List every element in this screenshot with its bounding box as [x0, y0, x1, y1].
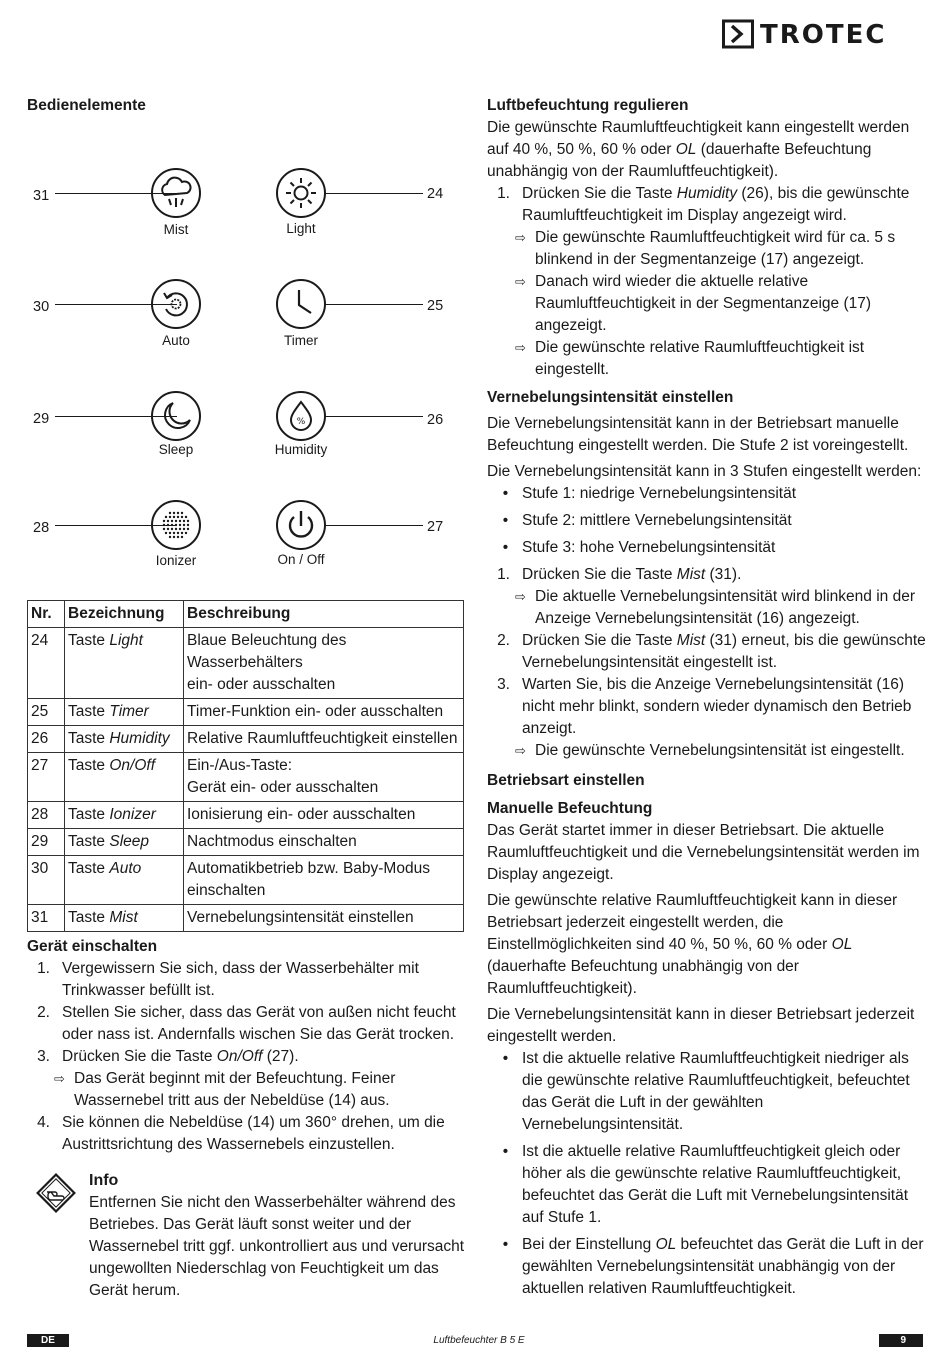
right-column: [487, 95, 927, 1305]
controls-heading: Bedienelemente: [27, 97, 146, 114]
text-part: Die gewünschte relative Raumluftfeuchtigkeit kann in dieser Betriebsart jederzeit eingestellt werden, die Einstellmöglichkeiten sind 40 %, 50 %, 60 % oder: [487, 892, 898, 953]
controls-table: [27, 600, 464, 932]
bullet-item: [487, 483, 927, 505]
table-cell-name: [65, 905, 184, 932]
table-cell-desc: Nachtmodus einschalten: [184, 829, 464, 856]
text-part: Bei der Einstellung: [522, 1236, 656, 1253]
table-cell-nr: 25: [28, 699, 65, 726]
bullet-item: [487, 537, 927, 559]
control-panel-diagram: [27, 135, 465, 575]
sleep-button[interactable]: [151, 391, 201, 441]
info-title: Info: [89, 1172, 119, 1189]
step-number: 1.: [497, 566, 510, 583]
arrow-right-icon: ⇨: [515, 230, 526, 245]
result-item: [487, 271, 927, 337]
table-cell-name: [65, 829, 184, 856]
on-off-label: On / Off: [277, 552, 325, 567]
name-prefix: Taste: [68, 757, 110, 774]
mode-subheading: Manuelle Befeuchtung: [487, 800, 653, 817]
table-cell-name: [65, 802, 184, 829]
result-item: [487, 586, 927, 630]
key-name: Mist: [109, 909, 138, 926]
name-prefix: Taste: [68, 730, 110, 747]
setting-ol: OL: [655, 1236, 677, 1253]
key-name: Mist: [676, 632, 706, 649]
timer-label: Timer: [284, 333, 318, 348]
step-number: 4.: [37, 1114, 50, 1131]
humidity-label: Humidity: [274, 442, 328, 457]
desc-line: ein- oder ausschalten: [187, 676, 336, 693]
key-name: On/Off: [109, 757, 156, 774]
table-cell-nr: 26: [28, 726, 65, 753]
bullet-icon: •: [502, 1143, 509, 1160]
mist-heading: Vernebelungsintensität einstellen: [487, 389, 734, 406]
table-cell-nr: 30: [28, 856, 65, 905]
humidity-button[interactable]: [276, 391, 326, 441]
light-label: Light: [286, 221, 316, 236]
result-text: Das Gerät beginnt mit der Befeuchtung. Feiner Wassernebel tritt aus der Nebeldüse (14) aus.: [74, 1070, 396, 1109]
step-text: Vergewissern Sie sich, dass der Wasserbehälter mit Trinkwasser befüllt ist.: [62, 960, 419, 999]
list-item: [487, 183, 927, 227]
mist-paragraph: Die Vernebelungsintensität kann in 3 Stufen eingestellt werden:: [487, 463, 922, 480]
table-cell-desc: [184, 753, 464, 802]
table-cell-name: [65, 856, 184, 905]
list-item: [487, 674, 927, 740]
setting-ol: OL: [675, 141, 697, 158]
name-prefix: Taste: [68, 806, 110, 823]
step-text: [522, 183, 927, 227]
light-button[interactable]: [276, 168, 326, 218]
arrow-right-icon: ⇨: [515, 743, 526, 758]
key-name: Humidity: [676, 185, 738, 202]
info-box: [27, 1170, 465, 1302]
light-icon: [278, 170, 324, 216]
step-text: Sie können die Nebeldüse (14) um 360° drehen, um die Austrittsrichtung des Wassernebels einzustellen.: [62, 1114, 445, 1153]
step-text-part: (27).: [262, 1048, 299, 1065]
result-item: [27, 1068, 465, 1112]
table-cell-name: [65, 699, 184, 726]
info-text: Entfernen Sie nicht den Wasserbehälter während des Betriebes. Das Gerät läuft sonst weiter und der Wassernebel tritt ggf. unkontrolliert aus und verursacht ungewollten Niederschlag von Feuchtigkeit um das Gerät herum.: [89, 1194, 465, 1299]
power-icon: [278, 502, 324, 548]
mode-paragraph: [487, 890, 927, 1000]
table-row: [28, 802, 464, 829]
text-part: Die gewünschte Raumluftfeuchtigkeit kann eingestellt werden auf 40 %, 50 %, 60 % oder: [487, 119, 910, 158]
desc-line: Gerät ein- oder ausschalten: [187, 779, 379, 796]
sleep-label: Sleep: [158, 442, 194, 457]
callout-number: 25: [427, 298, 444, 314]
table-header-row: [28, 601, 464, 628]
switch-on-steps: [27, 958, 465, 1156]
setting-ol: OL: [831, 936, 853, 953]
lead-line: [325, 193, 423, 194]
callout-number: 27: [427, 519, 444, 535]
bullet-icon: •: [502, 1236, 509, 1253]
result-item: [487, 740, 927, 762]
step-text-part: (31).: [705, 566, 742, 583]
step-text: Stellen Sie sicher, dass das Gerät von außen nicht feucht oder nass ist. Andernfalls wischen Sie das Gerät trocken.: [62, 1004, 456, 1043]
result-item: [487, 227, 927, 271]
clock-icon: [278, 281, 324, 327]
table-header: Nr.: [28, 601, 65, 628]
brand-name: TROTEC: [760, 20, 887, 50]
step-text-part: Drücken Sie die Taste: [522, 632, 677, 649]
arrow-right-icon: ⇨: [515, 274, 526, 289]
switch-on-heading: Gerät einschalten: [27, 938, 158, 955]
bullet-item: [487, 510, 927, 532]
desc-line: Automatikbetrieb bzw. Baby-Modus: [187, 860, 430, 877]
mode-heading: Betriebsart einstellen: [487, 772, 645, 789]
table-row: [28, 753, 464, 802]
table-cell-desc: Vernebelungsintensität einstellen: [184, 905, 464, 932]
lead-line: [325, 416, 423, 417]
name-prefix: Taste: [68, 860, 110, 877]
table-cell-name: [65, 628, 184, 699]
list-item: [487, 564, 927, 586]
bullet-text: Stufe 3: hohe Vernebelungsintensität: [522, 539, 776, 556]
moon-icon: [153, 393, 199, 439]
ionizer-button[interactable]: [151, 500, 201, 550]
table-cell-desc: Ionisierung ein- oder ausschalten: [184, 802, 464, 829]
table-cell-desc: [184, 856, 464, 905]
desc-line: Blaue Beleuchtung des Wasserbehälters: [187, 632, 347, 671]
arrow-right-icon: ⇨: [515, 340, 526, 355]
name-prefix: Taste: [68, 632, 110, 649]
table-row: [28, 628, 464, 699]
step-number: 1.: [37, 960, 50, 977]
result-text: Die gewünschte Vernebelungsintensität ist eingestellt.: [535, 742, 905, 759]
power-button[interactable]: [276, 500, 326, 550]
step-text-part: (26), bis die gewünschte Raumluftfeuchtigkeit im Display angezeigt wird.: [522, 185, 910, 224]
lead-line: [325, 304, 423, 305]
result-text: Die gewünschte relative Raumluftfeuchtigkeit ist eingestellt.: [535, 339, 865, 378]
page-footer: [27, 1334, 923, 1347]
step-text-part: Drücken Sie die Taste: [522, 566, 677, 583]
auto-label: Auto: [162, 333, 190, 348]
table-cell-desc: [184, 628, 464, 699]
result-text: Danach wird wieder die aktuelle relative Raumluftfeuchtigkeit in der Segmentanzeige (17) angezeigt.: [535, 273, 872, 334]
callout-number: 28: [33, 520, 50, 536]
mode-paragraph: Die Vernebelungsintensität kann in dieser Betriebsart jederzeit eingestellt werden.: [487, 1006, 915, 1045]
list-item: [27, 1002, 465, 1046]
step-text-part: Drücken Sie die Taste: [522, 185, 677, 202]
humidity-steps: [487, 183, 927, 381]
step-text: [522, 564, 927, 586]
water-drop-icon: [278, 393, 324, 439]
table-cell-nr: 27: [28, 753, 65, 802]
table-header: Bezeichnung: [65, 601, 184, 628]
mist-icon: [153, 170, 199, 216]
text-part: (dauerhafte Befeuchtung unabhängig von der Raumluftfeuchtigkeit).: [487, 958, 799, 997]
key-name: Ionizer: [109, 806, 156, 823]
step-text: [522, 630, 927, 674]
bullet-text: Ist die aktuelle relative Raumluftfeuchtigkeit gleich oder höher als die gewünschte relative Raumluftfeuchtigkeit, befeuchtet das Gerät die Luft mit Vernebelungsintensität auf Stufe 1.: [522, 1143, 909, 1226]
left-column: [27, 95, 465, 1302]
step-text-part: Drücken Sie die Taste: [62, 1048, 217, 1065]
bullet-text: Stufe 1: niedrige Vernebelungsintensität: [522, 485, 797, 502]
bullet-text: Ist die aktuelle relative Raumluftfeuchtigkeit niedriger als die gewünschte relative Raumluftfeuchtigkeit, befeuchtet das Gerät die Luft in der gewählten Vernebelungsintensität.: [522, 1050, 910, 1133]
bullet-icon: •: [502, 485, 509, 502]
table-cell-nr: 24: [28, 628, 65, 699]
table-cell-nr: 28: [28, 802, 65, 829]
step-text: [62, 1046, 465, 1068]
svg-text:%: %: [296, 417, 306, 427]
bullet-item: [487, 1048, 927, 1136]
bullet-icon: •: [502, 539, 509, 556]
step-number: 2.: [37, 1004, 50, 1021]
step-number: 3.: [497, 676, 510, 693]
step-number: 3.: [37, 1048, 50, 1065]
lead-line: [325, 525, 423, 526]
info-icon: [27, 1170, 89, 1302]
list-item: [27, 958, 465, 1002]
table-row: [28, 856, 464, 905]
mist-label: Mist: [163, 222, 189, 237]
table-row: [28, 829, 464, 856]
step-number: 2.: [497, 632, 510, 649]
step-text: Warten Sie, bis die Anzeige Vernebelungsintensität (16) nicht mehr blinkt, sondern wieder dynamisch den Betrieb anzeigt.: [522, 676, 912, 737]
footer-title-bar: [69, 1334, 879, 1347]
mist-paragraph: Die Vernebelungsintensität kann in der Betriebsart manuelle Befeuchtung eingestellt werden. Die Stufe 2 ist voreingestellt.: [487, 415, 909, 454]
table-cell-nr: 29: [28, 829, 65, 856]
table-cell-name: [65, 753, 184, 802]
info-body: [89, 1170, 465, 1302]
mist-steps: [487, 564, 927, 762]
result-item: [487, 337, 927, 381]
bullet-item: [487, 1234, 927, 1300]
bullet-item: [487, 1141, 927, 1229]
auto-icon: [153, 281, 199, 327]
callout-number: 26: [427, 412, 444, 428]
callout-number: 31: [33, 188, 50, 204]
bullet-text: [522, 1234, 927, 1300]
document-title: Luftbefeuchter B 5 E: [433, 1335, 525, 1346]
key-name: Auto: [109, 860, 142, 877]
key-name: Light: [109, 632, 143, 649]
text-part: befeuchtet das Gerät die Luft in der gewählten Vernebelungsintensität unabhängig von der aktuellen relativen Raumluftfeuchtigkeit.: [522, 1236, 924, 1297]
humidity-intro: [487, 117, 927, 183]
table-row: [28, 905, 464, 932]
list-item: [487, 630, 927, 674]
language-code: DE: [41, 1335, 55, 1346]
result-text: Die gewünschte Raumluftfeuchtigkeit wird für ca. 5 s blinkend in der Segmentanzeige (17) angezeigt.: [535, 229, 896, 268]
text-part: (dauerhafte Befeuchtung unabhängig von der Raumluftfeuchtigkeit).: [487, 141, 872, 180]
ionizer-dots-icon: [153, 502, 199, 548]
table-cell-name: [65, 726, 184, 753]
desc-line: einschalten: [187, 882, 266, 899]
pointing-hand-icon: [35, 1172, 79, 1216]
list-item: [27, 1112, 465, 1156]
table-row: [28, 726, 464, 753]
name-prefix: Taste: [68, 833, 110, 850]
key-name: Mist: [676, 566, 706, 583]
bullet-icon: •: [502, 1050, 509, 1067]
key-name: Humidity: [109, 730, 170, 747]
timer-button[interactable]: [276, 279, 326, 329]
key-name: On/Off: [216, 1048, 263, 1065]
key-name: Timer: [109, 703, 149, 720]
step-text-part: (31) erneut, bis die gewünschte Vernebelungsintensität eingestellt ist.: [522, 632, 926, 671]
name-prefix: Taste: [68, 703, 110, 720]
callout-number: 24: [427, 186, 444, 202]
ionizer-label: Ionizer: [155, 553, 197, 568]
bullet-icon: •: [502, 512, 509, 529]
auto-button[interactable]: [151, 279, 201, 329]
table-cell-desc: Relative Raumluftfeuchtigkeit einstellen: [184, 726, 464, 753]
name-prefix: Taste: [68, 909, 110, 926]
list-item: [27, 1046, 465, 1068]
callout-number: 30: [33, 299, 50, 315]
table-row: [28, 699, 464, 726]
callout-number: 29: [33, 411, 50, 427]
table-cell-nr: 31: [28, 905, 65, 932]
page-number: 9: [900, 1335, 906, 1346]
arrow-right-icon: ⇨: [54, 1071, 65, 1086]
step-number: 1.: [497, 185, 510, 202]
result-text: Die aktuelle Vernebelungsintensität wird blinkend in der Anzeige Vernebelungsintensität (16) angezeigt.: [535, 588, 915, 627]
table-cell-desc: Timer-Funktion ein- oder ausschalten: [184, 699, 464, 726]
humidity-heading: Luftbefeuchtung regulieren: [487, 97, 689, 114]
table-header: Beschreibung: [184, 601, 464, 628]
mode-paragraph: Das Gerät startet immer in dieser Betriebsart. Die aktuelle Raumluftfeuchtigkeit und die Vernebelungsintensität werden im Display angezeigt.: [487, 822, 920, 883]
key-name: Sleep: [109, 833, 150, 850]
arrow-right-icon: ⇨: [515, 589, 526, 604]
bullet-text: Stufe 2: mittlere Vernebelungsintensität: [522, 512, 792, 529]
mist-button[interactable]: [151, 168, 201, 218]
desc-line: Ein-/Aus-Taste:: [187, 757, 293, 774]
